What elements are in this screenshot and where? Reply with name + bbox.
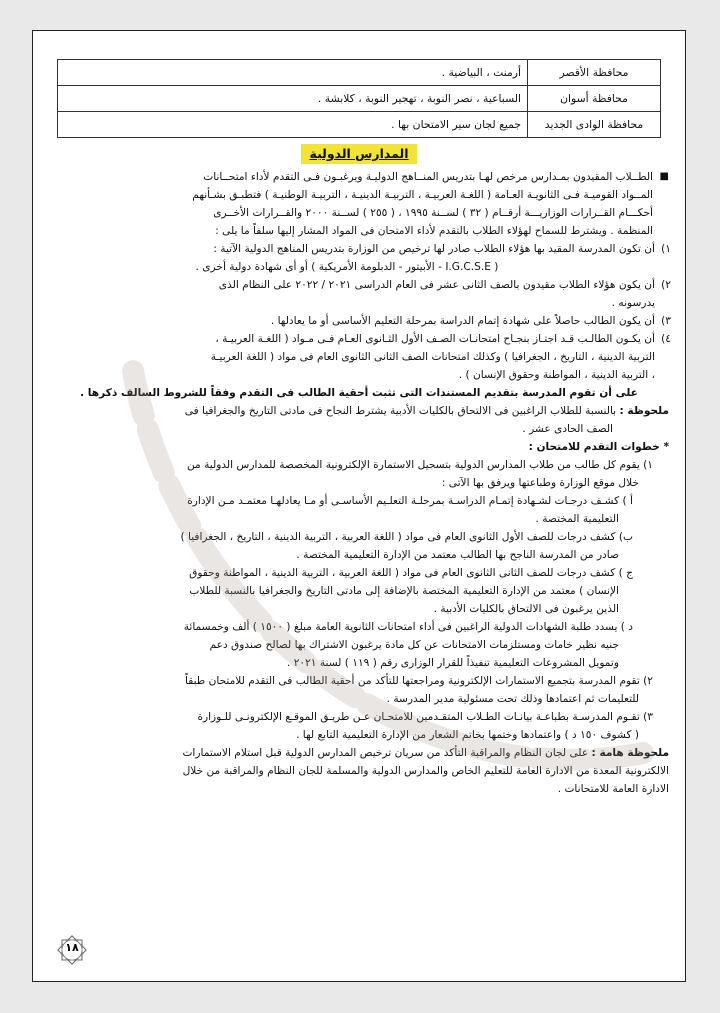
- governorate-name: محافظة الوادى الجديد: [528, 112, 661, 138]
- condition-number: ٤): [661, 333, 671, 345]
- step-line: ١) يقوم كل طالب من طلاب المدارس الدولية بتسجيل الاستمارة الإلكترونية المخصصة للمدارس الدولية من: [186, 459, 653, 471]
- step-line: خلال موقع الوزارة وطباعتها ويرفق بها الآتى :: [441, 477, 639, 489]
- substep-line: الإنسان ) معتمد من الإدارة التعليمية المختصة بالإضافة إلى مادتى التاريخ والجغرافيا بالنسبة للطلاب: [189, 585, 619, 597]
- bullet-icon: ■: [659, 171, 669, 182]
- intro-line: الطــلاب المقيدون بمـدارس مرخص لهـا بتدريس المنــاهج الدوليـة ويرغبـون فـى التقدم لأداء امتحــانات: [203, 171, 653, 183]
- condition-line: أن يكون هؤلاء الطلاب مقيدون بالصف الثانى عشر فى العام الدراسى ٢٠٢١ / ٢٠٢٢ على النظام الذى: [218, 279, 655, 291]
- intro-line: المنظمة . ويشترط للسماح لهؤلاء الطلاب بالتقدم لأداء الامتحان فى المواد المشار إليها سلفاً ما يلى :: [215, 225, 653, 237]
- condition-line: أن يكـون الطالـب قـد اجتـاز بنجـاح امتحانـات الصـف الأول الثـانوى العـام فـى مـواد ( اللغـة العربيـة ،: [215, 333, 655, 345]
- substep-line: أ ) كشـف درجـات لشـهادة إتمـام الدراسـة بمرحلـة التعلـيم الأساسـى أو مـا يعادلهـا معتمـد مـن الإدارة: [187, 495, 633, 507]
- important-note-line: [39, 744, 679, 762]
- condition-line: ، التربية الدينية ، المواطنة وحقوق الإنسان ) .: [458, 369, 655, 381]
- note-line: [39, 402, 679, 420]
- condition-item: [39, 330, 679, 384]
- steps-title: * خطوات التقدم للامتحان :: [528, 441, 669, 453]
- table-row: [58, 112, 661, 138]
- condition-line: أن يكون الطالب حاصلاً على شهادة إتمام الدراسة بمرحلة التعليم الأساسى أو ما يعادلها .: [270, 315, 655, 327]
- document-body: [39, 59, 679, 798]
- condition-number: ٣): [661, 315, 671, 327]
- bold-note: على أن تقوم المدرسة بتقديم المستندات التى تثبت أحقية الطالب فى التقدم وفقاً للشروط السالف ذكرها .: [80, 387, 638, 399]
- substep-line: ب) كشف درجات للصف الأول الثانوى العام فى مواد ( اللغة العربية ، التربية الدينية ، التاريخ ، الجغرافيا ): [180, 531, 633, 543]
- table-row: [58, 86, 661, 112]
- step-line: ٢) تقوم المدرسة بتجميع الاستمارات الإلكترونية ومراجعتها للتأكد من أحقية الطالب فى التقدم للامتحان طبقاً: [185, 675, 653, 687]
- section-title-wrap: [39, 144, 679, 164]
- governorate-name: محافظة الأقصر: [528, 60, 661, 86]
- page-number: ١٨: [65, 941, 79, 954]
- page-number-badge: [55, 933, 89, 967]
- governorate-places: أرمنت ، البياضية .: [58, 60, 528, 86]
- governorate-places: جميع لجان سير الامتحان بها .: [58, 112, 528, 138]
- condition-number: ١): [661, 243, 671, 255]
- step-line: ( كشوف ١٥٠ د ) واعتمادها وختمها بخاتم الشعار من الإدارة التعليمية التابع لها .: [296, 729, 639, 741]
- step-line: ٣) تقـوم المدرسـة بطباعـة بيانـات الطـلاب المتقـدمين للامتحـان عـن طريـق الموقـع الإلكترونـى للـوزارة: [197, 711, 653, 723]
- condition-line: التربية الدينية ، التاريخ ، الجغرافيا ) وكذلك امتحانات الصف الثانى الثانوى العام فى مواد ( اللغة العربيـة: [210, 351, 655, 363]
- important-note-label: ملحوظة هامة :: [591, 747, 669, 759]
- intro-line: أحكـــام القــرارات الوزاريـــة أرقــام ( ٣٢ ) لســنة ١٩٩٥ ، ( ٢٥٥ ) لســنة ٢٠٠٠ والقــرارات الأخــرى: [213, 207, 653, 219]
- condition-item: [39, 312, 679, 330]
- section-title: المدارس الدولية: [301, 144, 416, 164]
- condition-item: [39, 240, 679, 276]
- document-page: [32, 30, 686, 982]
- governorates-table: [57, 59, 661, 138]
- substep-line: وتمويل المشروعات التعليمية تنفيذاً للقرار الوزارى رقم ( ١١٩ ) لسنة ٢٠٢١ .: [286, 657, 619, 669]
- note-line: الصف الحادى عشر .: [522, 423, 613, 435]
- intro-line: المــواد القوميـة فـى الثانويـة العـامة ( اللغـة العربيـة ، التربيـة الدينيـة ، التربيـة الوطنيـة ) فتطبـق بشـأنهم: [192, 189, 653, 201]
- note-text: بالنسبة للطلاب الراغبين فى الالتحاق بالكليات الأدبية يشترط النجاح فى مادتى التاريخ والجغرافيا فى: [184, 405, 617, 417]
- substep-line: ج ) كشف درجات للصف الثانى الثانوى العام فى مواد ( اللغة العربية ، التربية الدينية ، المواطنة وحقوق: [189, 567, 633, 579]
- note-label: ملحوظة :: [619, 405, 669, 417]
- important-note-line: الادارة العامة للامتحانات .: [557, 783, 669, 795]
- substep-line: التعليمية المختصة .: [535, 513, 619, 525]
- intro-paragraph: [39, 168, 679, 240]
- step-line: للتعليمات ثم اعتمادها وذلك تحت مسئولية مدير المدرسة .: [386, 693, 639, 705]
- substep-line: جنيه نظير خامات ومستلزمات الامتحانات عن كل مادة يرغبون الاشتراك بها لصالح صندوق دعم: [209, 639, 619, 651]
- table-row: [58, 60, 661, 86]
- governorate-places: السباعية ، نصر النوبة ، تهجير النوبة ، كلابشة .: [58, 86, 528, 112]
- substep-line: د ) يسدد طلبة الشهادات الدولية الراغبين فى أداء امتحانات الثانوية العامة مبلغ ( ١٥٠٠ ) ألف وخمسمائة: [183, 621, 633, 633]
- condition-line: ( I.G.C.S.E - الأبيتور - الدبلومة الأمريكية ) أو أى شهادة دولية أخرى .: [195, 261, 499, 273]
- governorate-name: محافظة أسوان: [528, 86, 661, 112]
- important-note-text: على لجان النظام والمراقبة التأكد من سريان ترخيص المدارس الدولية قبل استلام الاستمارات: [182, 747, 589, 759]
- important-note-line: الالكترونية المعدة من الادارة العامة للتعليم الخاص والمدارس الدولية والمسلمة للجان النظام والمراقبة من خلال: [182, 765, 669, 777]
- condition-line: يدرسونه .: [611, 297, 655, 309]
- substep-line: صادر من المدرسة الناجح بها الطالب معتمد من الإدارة التعليمية المختصة .: [296, 549, 619, 561]
- condition-item: [39, 276, 679, 312]
- condition-line: أن تكون المدرسة المقيد بها هؤلاء الطلاب صادر لها ترخيص من الوزارة بتدريس المناهج الدولية الآتية :: [213, 243, 655, 255]
- substep-line: الذين يرغبون فى الالتحاق بالكليات الأدبية .: [433, 603, 619, 615]
- condition-number: ٢): [661, 279, 671, 291]
